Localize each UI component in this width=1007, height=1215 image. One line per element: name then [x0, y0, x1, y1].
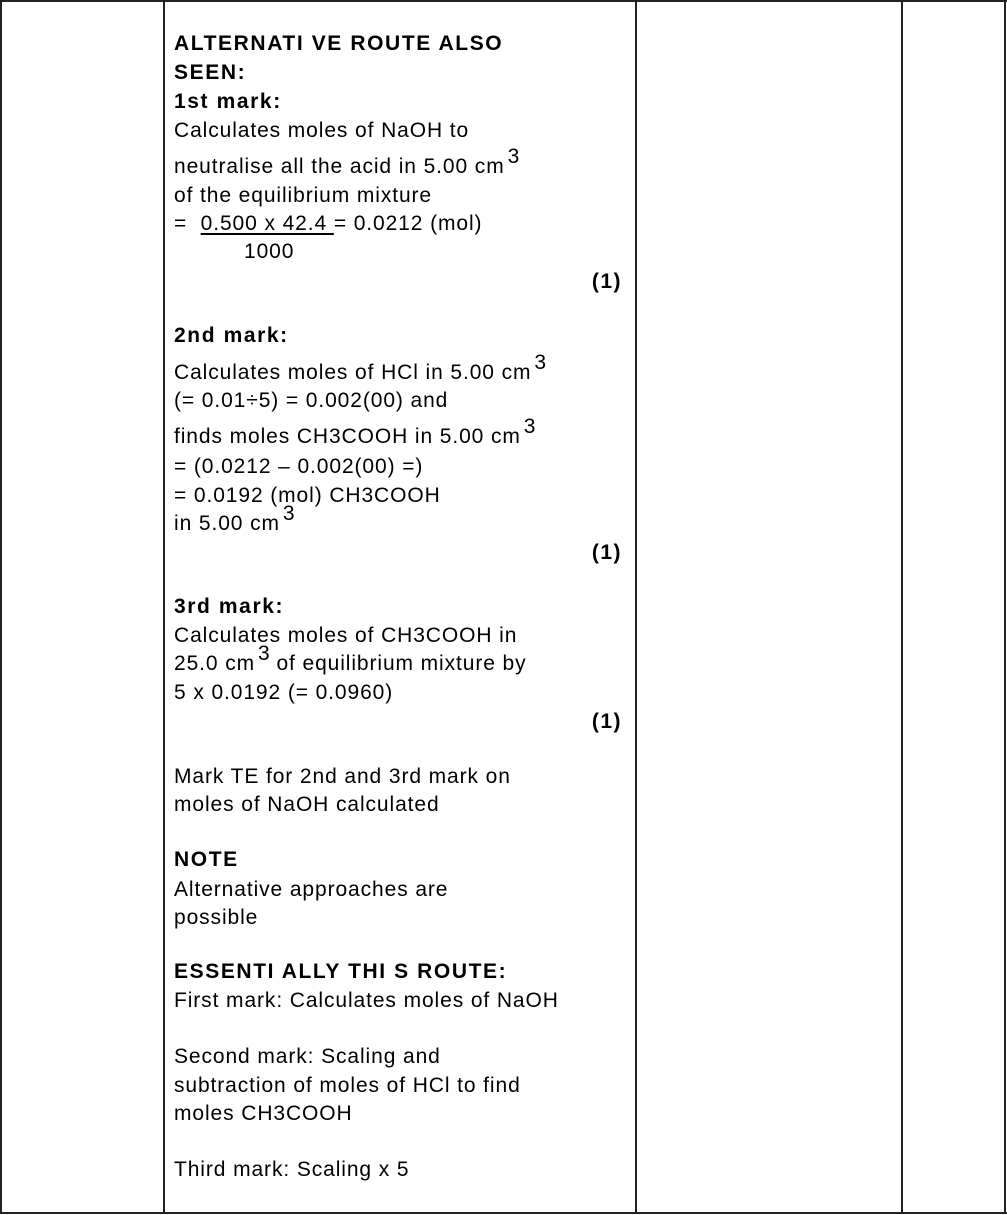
second-mark-text: = 0.0192 (mol) CH3COOH: [174, 484, 441, 507]
column-divider: [163, 0, 165, 1214]
second-mark-text: (= 0.01÷5) = 0.002(00) and: [174, 389, 449, 412]
essentially-second-mark: moles CH3COOH: [174, 1102, 353, 1125]
second-mark-label: 2nd mark:: [174, 324, 289, 347]
column-divider: [0, 0, 2, 1214]
essentially-third-mark: Third mark: Scaling x 5: [174, 1158, 410, 1181]
superscript: 3: [523, 415, 536, 438]
third-mark-text-part: of equilibrium mixture by: [276, 652, 527, 675]
essentially-second-mark: subtraction of moles of HCl to find: [174, 1074, 521, 1097]
essentially-heading: ESSENTI ALLY THI S ROUTE:: [174, 960, 508, 983]
second-mark-text-part: in 5.00 cm: [174, 512, 280, 535]
superscript: 3: [507, 145, 520, 168]
te-note-text: moles of NaOH calculated: [174, 793, 440, 816]
third-mark-text: [174, 642, 527, 676]
second-mark-text: [174, 502, 295, 536]
second-mark-score: (1): [591, 541, 622, 564]
second-mark-text: = (0.0212 – 0.002(00) =): [174, 455, 424, 478]
second-mark-text: [174, 415, 536, 449]
second-mark-text-part: finds moles CH3COOH in 5.00 cm: [174, 425, 521, 448]
superscript: 3: [534, 351, 547, 374]
first-mark-text: Calculates moles of NaOH to: [174, 119, 470, 142]
third-mark-text-part: 25.0 cm: [174, 652, 255, 675]
third-mark-text: Calculates moles of CH3COOH in: [174, 624, 518, 647]
second-mark-text-part: Calculates moles of HCl in 5.00 cm: [174, 361, 532, 384]
essentially-second-mark: Second mark: Scaling and: [174, 1045, 441, 1068]
first-mark-text: of the equilibrium mixture: [174, 184, 432, 207]
third-mark-text: 5 x 0.0192 (= 0.0960): [174, 681, 394, 704]
first-mark-text: [174, 145, 520, 179]
first-mark-label: 1st mark:: [174, 90, 282, 113]
te-note-text: Mark TE for 2nd and 3rd mark on: [174, 765, 511, 788]
note-label: NOTE: [174, 848, 239, 871]
note-text: possible: [174, 906, 259, 929]
table-border-bottom: [0, 1212, 1007, 1214]
first-mark-score: (1): [591, 270, 622, 293]
fraction-numerator: 0.500 x 42.4: [200, 212, 328, 235]
column-divider: [635, 0, 637, 1214]
superscript: 3: [282, 502, 295, 525]
equals-sign: =: [174, 212, 188, 235]
note-text: Alternative approaches are: [174, 878, 449, 901]
alt-route-heading: ALTERNATI VE ROUTE ALSO: [174, 32, 504, 55]
table-border-top: [0, 0, 1007, 2]
third-mark-label: 3rd mark:: [174, 595, 285, 618]
second-mark-text: [174, 351, 547, 385]
fraction-denominator: 1000: [244, 240, 295, 263]
equation-result: = 0.0212 (mol): [333, 212, 483, 235]
superscript: 3: [258, 642, 270, 665]
first-mark-text-part: neutralise all the acid in 5.00 cm: [174, 155, 505, 178]
column-divider: [901, 0, 903, 1214]
essentially-first-mark: First mark: Calculates moles of NaOH: [174, 989, 559, 1012]
alt-route-heading-cont: SEEN:: [174, 61, 247, 84]
first-mark-equation: [174, 212, 482, 236]
column-divider: [1004, 0, 1006, 1214]
third-mark-score: (1): [591, 710, 622, 733]
